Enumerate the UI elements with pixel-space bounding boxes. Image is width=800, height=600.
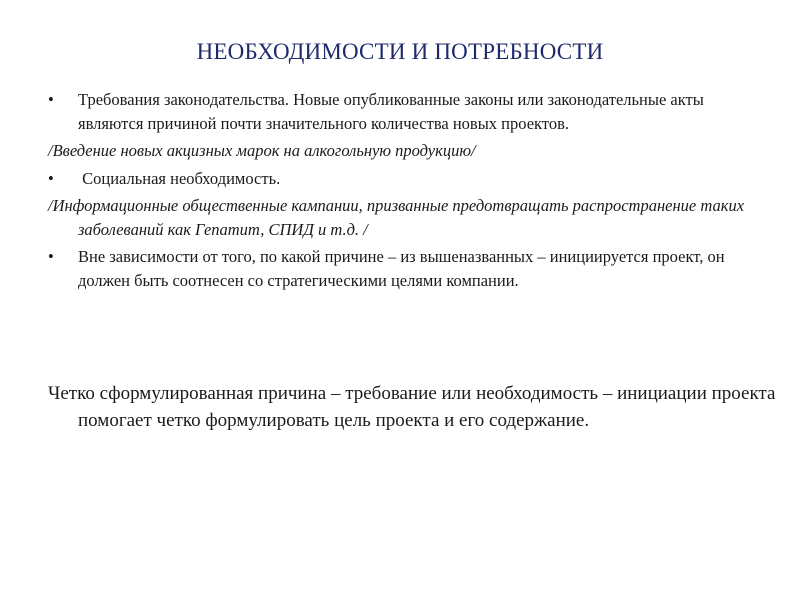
bullet-text: Социальная необходимость. — [78, 168, 281, 188]
slide-title: НЕОБХОДИМОСТИ И ПОТРЕБНОСТИ — [196, 39, 604, 64]
bullet-item-legislation — [48, 88, 758, 135]
bullet-text: Требования законодательства. Новые опубликованные законы или законодательные акты являются причиной почти значительного количества новых проектов. — [78, 90, 704, 133]
note-public-campaigns: /Информационные общественные кампании, призванные предотвращать распространение таких заболеваний как Гепатит, СПИД и т.д. / — [48, 196, 745, 239]
closing-statement: Четко сформулированная причина – требование или необходимость – инициации проекта помогает четко формулировать цель проекта и его содержание. — [48, 383, 776, 431]
slide-body — [48, 88, 758, 292]
bullet-marker: • — [48, 168, 54, 188]
bullet-item-strategic-alignment — [48, 245, 758, 292]
note-excise-stamps: /Введение новых акцизных марок на алкогольную продукцию/ — [48, 141, 476, 160]
bullet-marker: • — [48, 247, 54, 266]
bullet-text: Вне зависимости от того, по какой причине – из вышеназванных – инициируется проект, он должен быть соотнесен со стратегическими целями компании. — [78, 247, 725, 290]
bullet-item-social-need — [48, 167, 758, 191]
bullet-marker: • — [48, 90, 54, 109]
